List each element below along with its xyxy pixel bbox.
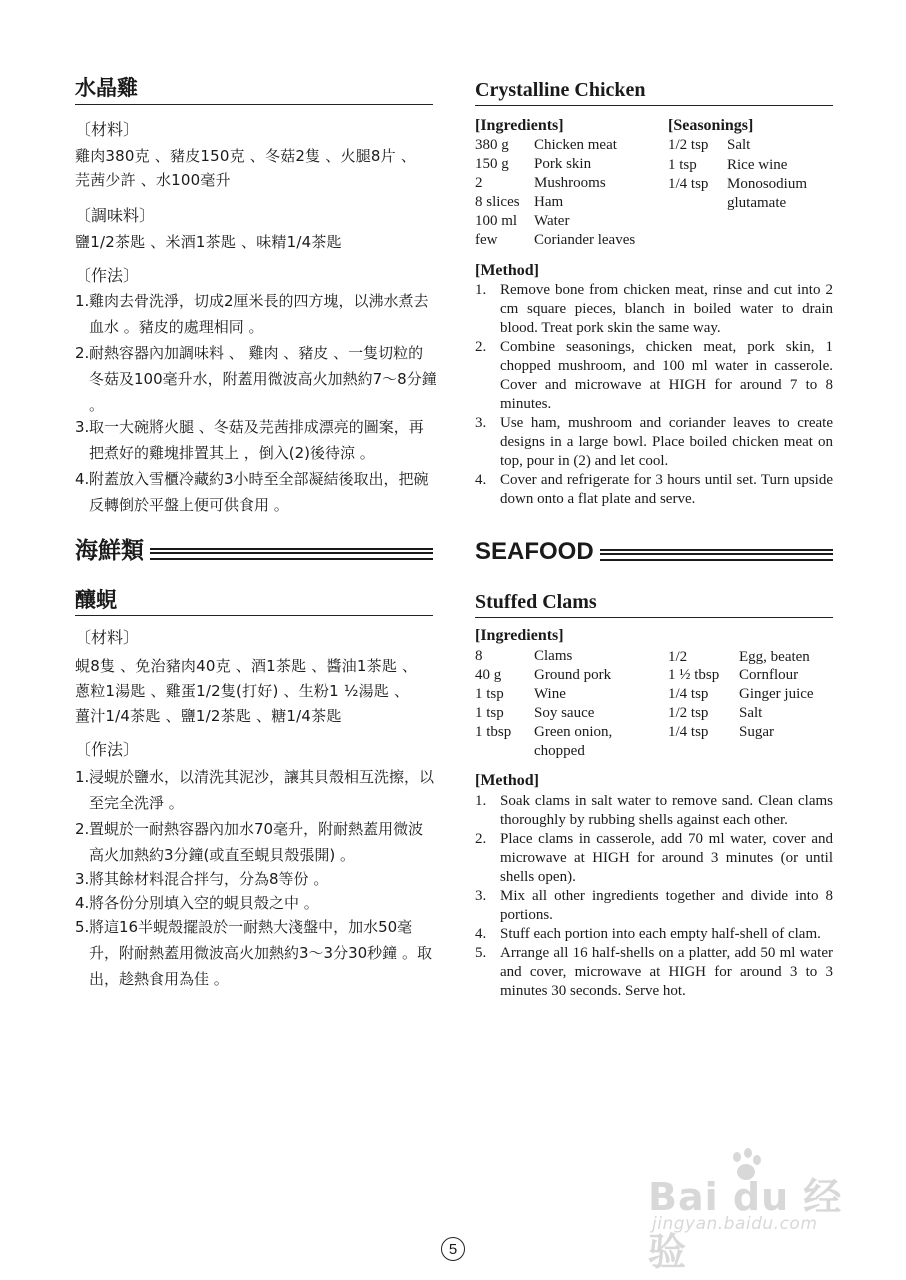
step-number: 3. — [75, 418, 90, 436]
baidu-watermark — [648, 1148, 848, 1274]
ingredient-qty: 1 tsp — [475, 686, 504, 702]
method-step — [75, 764, 437, 816]
section-label: SEAFOOD — [475, 538, 598, 566]
title-rule — [475, 617, 833, 618]
method-heading: 〔作法〕 — [75, 740, 140, 759]
ingredient-qty: 1/2 tsp — [668, 705, 709, 721]
ingredient-item: Green onion, — [534, 724, 613, 740]
ingredient-item: Soy sauce — [534, 705, 595, 721]
step-number: 5. — [475, 945, 487, 961]
seasoning-item: Monosodium — [727, 176, 808, 192]
recipe-title: Stuffed Clams — [475, 591, 597, 613]
ingredient-qty: 150 g — [475, 156, 509, 172]
watermark-logo: Bai du 经验 — [648, 1175, 843, 1274]
step-text: 將這16半蜆殼擺設於一耐熱大淺盤中，加水50毫升，附耐熱蓋用微波高火加熱約3～3分30秒鐘 。取出，趁熱食用為佳 。 — [89, 918, 432, 988]
ingredient-item: Cornflour — [739, 667, 799, 683]
section-heading — [475, 538, 833, 568]
step-number: 1. — [475, 793, 487, 809]
step-text: Place clams in casserole, add 70 ml water, cover and microwave at HIGH for around 3 minutes (or until shells open). — [500, 831, 833, 885]
method-step — [475, 944, 833, 1001]
section-double-rule — [150, 548, 433, 560]
ingredient-item: Chicken meat — [534, 137, 617, 153]
seasonings-line: 鹽1/2茶匙 、米酒1茶匙 、味精1/4茶匙 — [75, 233, 342, 251]
step-text: Stuff each portion into each empty half-shell of clam. — [500, 926, 821, 942]
method-step — [75, 466, 437, 518]
step-number: 4. — [475, 472, 487, 488]
ingredient-qty: 8 slices — [475, 194, 520, 210]
seasoning-item: glutamate — [727, 195, 787, 211]
method-step — [475, 414, 833, 471]
step-number: 2. — [475, 339, 487, 355]
ingredient-item: Sugar — [739, 724, 774, 740]
step-number: 3. — [475, 415, 487, 431]
ingredient-item: Ground pork — [534, 667, 612, 683]
step-number: 2. — [475, 831, 487, 847]
ingredient-qty: 1 tsp — [475, 705, 504, 721]
ingredient-item: Egg, beaten — [739, 649, 810, 665]
ingredients-heading: 〔材料〕 — [75, 120, 140, 139]
ingredient-item: Ginger juice — [739, 686, 814, 702]
title-rule — [75, 104, 433, 105]
method-step — [475, 887, 833, 925]
ingredient-item: Salt — [739, 705, 763, 721]
step-number: 3. — [75, 870, 90, 888]
step-text: Arrange all 16 half-shells on a platter, add 50 ml water and cover, microwave at HIGH for around 3 to 3 minutes 30 seconds. Serve hot. — [500, 945, 833, 999]
method-step — [75, 414, 437, 466]
method-heading: 〔作法〕 — [75, 266, 140, 285]
ingredient-item: Coriander leaves — [534, 232, 636, 248]
ingredients-line: 雞肉380克 、豬皮150克 、冬菇2隻 、火腿8片 、 — [75, 147, 417, 165]
step-text: 將各份分別填入空的蜆貝殼之中 。 — [89, 894, 319, 912]
ingredient-item: Ham — [534, 194, 564, 210]
method-step — [75, 866, 437, 892]
ingredients-line: 蜆8隻 、免治豬肉40克 、酒1茶匙 、醬油1茶匙 、 — [75, 657, 418, 675]
ingredient-qty: 8 — [475, 648, 483, 664]
ingredient-qty: 1/4 tsp — [668, 724, 709, 740]
step-number: 3. — [475, 888, 487, 904]
seasonings-heading: 〔調味料〕 — [75, 206, 156, 225]
ingredient-qty: 40 g — [475, 667, 502, 683]
ingredients-line: 芫茜少許 、水100毫升 — [75, 171, 231, 189]
ingredient-item: Water — [534, 213, 570, 229]
title-rule — [75, 615, 433, 616]
section-label: 海鮮類 — [75, 537, 148, 565]
step-number: 1. — [75, 768, 90, 786]
step-text: Soak clams in salt water to remove sand. Clean clams thoroughly by rubbing shells against each other. — [500, 793, 833, 828]
recipe-title: Crystalline Chicken — [475, 79, 646, 101]
ingredient-item: Mushrooms — [534, 175, 606, 191]
ingredients-line: 蔥粒1湯匙 、雞蛋1/2隻(打好) 、生粉1 ½湯匙 、 — [75, 682, 410, 700]
ingredient-item: Pork skin — [534, 156, 592, 172]
ingredient-qty: 1 tbsp — [475, 724, 512, 740]
step-text: 取一大碗將火腿 、冬菇及芫茜排成漂亮的圖案，再把煮好的雞塊排置其上 ，倒入(2)後待涼 。 — [89, 418, 424, 462]
step-number: 4. — [75, 470, 90, 488]
recipe-title: 水晶雞 — [75, 76, 138, 100]
ingredient-qty: 2 — [475, 175, 483, 191]
step-text: 將其餘材料混合拌勻，分為8等份 。 — [89, 870, 329, 888]
ingredient-qty: 1/2 — [668, 649, 688, 665]
step-number: 1. — [475, 282, 487, 298]
step-text: Remove bone from chicken meat, rinse and cut into 2 cm square pieces, blanch in boiled water to drain blood. Treat pork skin the same way. — [500, 282, 833, 336]
step-text: 附蓋放入雪櫃冷藏約3小時至全部凝結後取出，把碗反轉倒於平盤上便可供食用 。 — [89, 470, 429, 514]
ingredient-qty: 100 ml — [475, 213, 518, 229]
step-number: 4. — [475, 926, 487, 942]
recipe-title: 釀蜆 — [75, 588, 117, 612]
ingredient-item: Clams — [534, 648, 573, 664]
ingredient-qty: few — [475, 232, 498, 248]
method-step — [475, 925, 833, 944]
step-text: 置蜆於一耐熱容器內加水70毫升，附耐熱蓋用微波高火加熱約3分鐘(或直至蜆貝殼張開) 。 — [89, 820, 424, 864]
step-number: 5. — [75, 918, 90, 936]
step-text: 浸蜆於鹽水，以清洗其泥沙，讓其貝殼相互洗擦，以至完全洗淨 。 — [89, 768, 435, 812]
watermark-url: jingyan.baidu.com — [652, 1214, 818, 1234]
method-heading: [Method] — [475, 262, 539, 279]
step-number: 2. — [75, 820, 90, 838]
section-heading — [75, 537, 433, 567]
method-step — [75, 914, 437, 992]
method-step — [475, 830, 833, 887]
method-step — [475, 792, 833, 830]
ingredients-heading: 〔材料〕 — [75, 628, 140, 647]
ingredients-line: 薑汁1/4茶匙 、鹽1/2茶匙 、糖1/4茶匙 — [75, 707, 342, 725]
step-number: 2. — [75, 344, 90, 362]
ingredients-heading: [Ingredients] — [475, 117, 564, 134]
step-text: Combine seasonings, chicken meat, pork skin, 1 chopped mushroom, and 100 ml water in casserole. Cover and microwave at HIGH for around 7 to 8 minutes. — [500, 339, 833, 412]
method-step — [475, 338, 833, 414]
ingredient-qty: 1/4 tsp — [668, 686, 709, 702]
seasoning-qty: 1/2 tsp — [668, 137, 709, 153]
method-step — [75, 340, 437, 418]
seasoning-item: Salt — [727, 137, 751, 153]
method-step — [75, 816, 437, 868]
method-step — [75, 288, 437, 340]
ingredient-qty: 380 g — [475, 137, 509, 153]
step-text: Cover and refrigerate for 3 hours until set. Turn upside down onto a flat plate and serve. — [500, 472, 833, 507]
step-text: 雞肉去骨洗淨，切成2厘米長的四方塊，以沸水煮去血水 。豬皮的處理相同 。 — [89, 292, 429, 336]
ingredients-heading: [Ingredients] — [475, 627, 564, 644]
section-double-rule — [600, 549, 833, 561]
step-number: 4. — [75, 894, 90, 912]
method-step — [475, 281, 833, 338]
seasonings-heading: [Seasonings] — [668, 117, 754, 134]
step-text: 耐熱容器內加調味料 、 雞肉 、豬皮 、一隻切粒的冬菇及100毫升水，附蓋用微波高火加熱約7～8分鐘 。 — [89, 344, 437, 414]
ingredient-item: Wine — [534, 686, 566, 702]
step-text: Mix all other ingredients together and divide into 8 portions. — [500, 888, 833, 923]
method-step — [75, 890, 437, 916]
method-step — [475, 471, 833, 509]
step-text: Use ham, mushroom and coriander leaves to create designs in a large bowl. Place boiled chicken meat on top, pour in (2) and let cool. — [500, 415, 833, 469]
ingredient-qty: 1 ½ tbsp — [668, 667, 720, 683]
seasoning-qty: 1 tsp — [668, 157, 697, 173]
seasoning-qty: 1/4 tsp — [668, 176, 709, 192]
step-number: 1. — [75, 292, 90, 310]
page-number: 5 — [441, 1237, 465, 1261]
seasoning-item: Rice wine — [727, 157, 788, 173]
ingredient-item: chopped — [534, 743, 585, 759]
method-heading: [Method] — [475, 772, 539, 789]
title-rule — [475, 105, 833, 106]
